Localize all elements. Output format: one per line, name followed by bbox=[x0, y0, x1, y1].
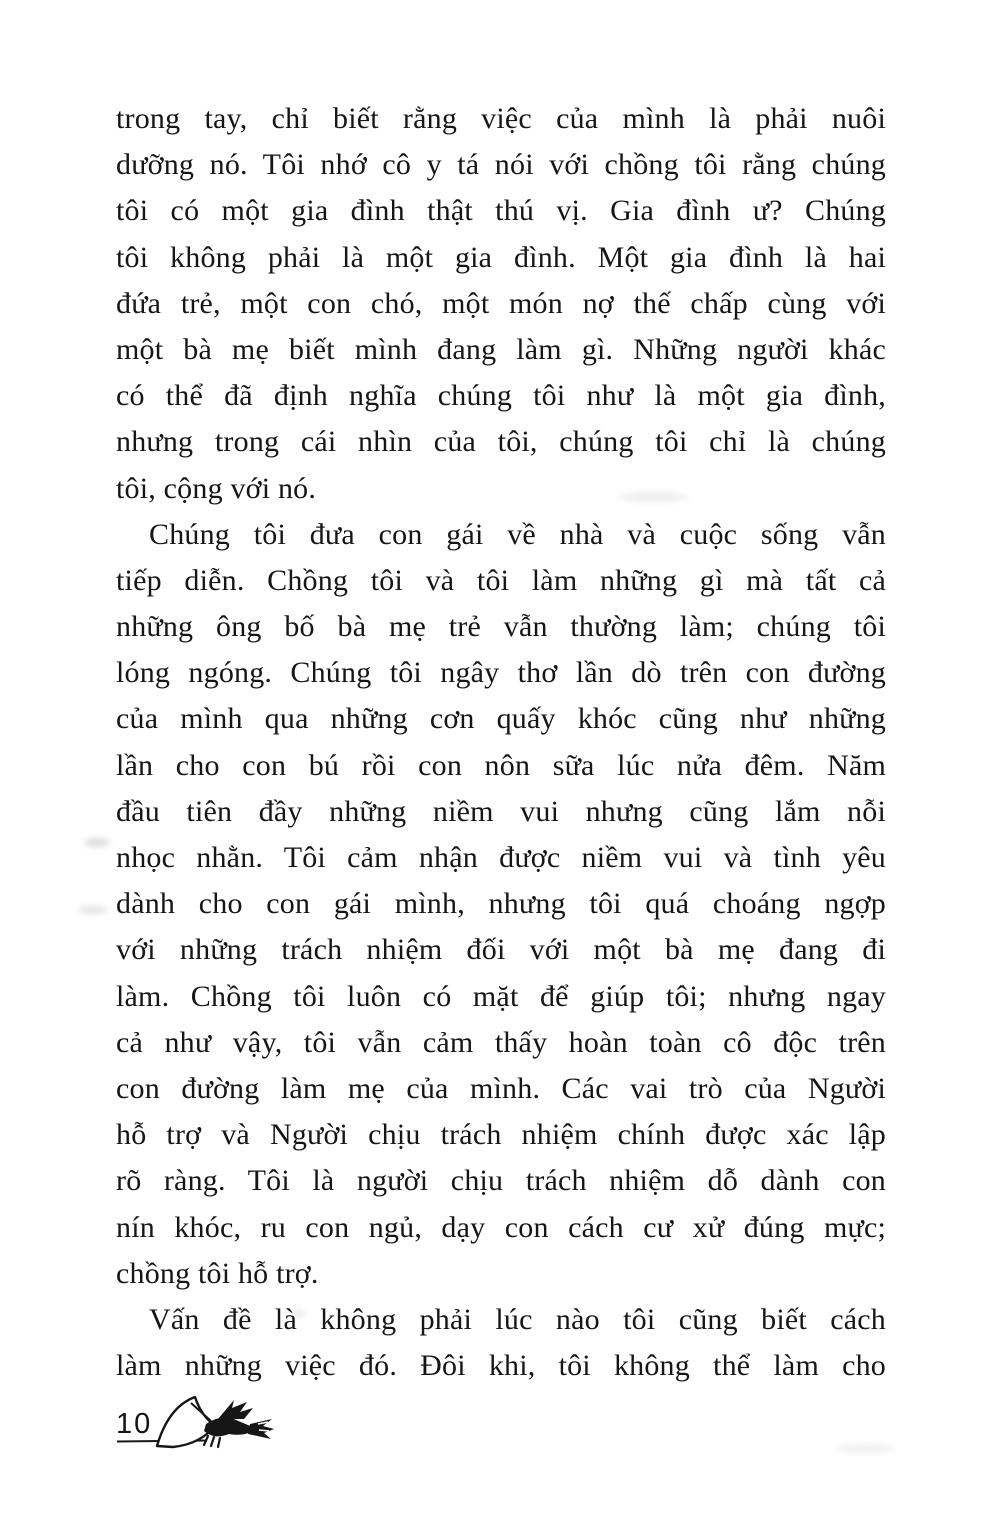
text-line: có thể đã định nghĩa chúng tôi như là một gia đình, bbox=[116, 379, 886, 413]
text-line: lóng ngóng. Chúng tôi ngây thơ lần dò trên con đường bbox=[116, 656, 886, 690]
text-line: làm. Chồng tôi luôn có mặt để giúp tôi; nhưng ngay bbox=[116, 979, 886, 1013]
text-line: Vấn đề là không phải lúc nào tôi cũng biết cách bbox=[149, 1302, 886, 1336]
text-line: đầu tiên đầy những niềm vui nhưng cũng lắm nỗi bbox=[116, 794, 886, 828]
paragraph bbox=[116, 1297, 886, 1389]
text-line: tôi, cộng với nó. bbox=[116, 471, 317, 505]
paragraph bbox=[116, 96, 886, 512]
text-line: con đường làm mẹ của mình. Các vai trò của Người bbox=[116, 1071, 886, 1105]
scan-smudge bbox=[836, 1444, 896, 1453]
text-line: dưỡng nó. Tôi nhớ cô y tá nói với chồng tôi rằng chúng bbox=[116, 148, 886, 182]
page-footer bbox=[116, 1396, 356, 1460]
text-line: nhưng trong cái nhìn của tôi, chúng tôi chỉ là chúng bbox=[116, 425, 886, 459]
flying-bird-ornament-icon bbox=[154, 1394, 280, 1454]
text-line: nín khóc, ru con ngủ, dạy con cách cư xử đúng mực; bbox=[116, 1210, 886, 1244]
text-line: hỗ trợ và Người chịu trách nhiệm chính được xác lập bbox=[116, 1118, 886, 1152]
text-line: lần cho con bú rồi con nôn sữa lúc nửa đêm. Năm bbox=[116, 748, 886, 782]
text-line: dành cho con gái mình, nhưng tôi quá choáng ngợp bbox=[116, 887, 886, 921]
text-line: tôi có một gia đình thật thú vị. Gia đình ư? Chúng bbox=[116, 194, 886, 228]
text-line: với những trách nhiệm đối với một bà mẹ đang đi bbox=[116, 933, 886, 967]
scan-smudge bbox=[78, 906, 108, 914]
text-line: chồng tôi hỗ trợ. bbox=[116, 1256, 319, 1290]
text-line: tôi không phải là một gia đình. Một gia đình là hai bbox=[116, 240, 886, 274]
text-line: một bà mẹ biết mình đang làm gì. Những người khác bbox=[116, 332, 886, 366]
scan-smudge bbox=[84, 838, 110, 847]
body-text bbox=[116, 96, 886, 1389]
text-line: cả như vậy, tôi vẫn cảm thấy hoàn toàn cô độc trên bbox=[116, 1025, 886, 1059]
text-line: trong tay, chỉ biết rằng việc của mình là phải nuôi bbox=[116, 102, 886, 135]
text-line: Chúng tôi đưa con gái về nhà và cuộc sống vẫn bbox=[149, 517, 886, 551]
text-line: làm những việc đó. Đôi khi, tôi không thể làm cho bbox=[116, 1349, 886, 1383]
text-line: nhọc nhằn. Tôi cảm nhận được niềm vui và tình yêu bbox=[116, 841, 886, 874]
page-number: 10 bbox=[116, 1408, 153, 1440]
text-line: đứa trẻ, một con chó, một món nợ thế chấp cùng với bbox=[116, 286, 886, 320]
text-line: rõ ràng. Tôi là người chịu trách nhiệm dỗ dành con bbox=[116, 1164, 886, 1198]
paragraph bbox=[116, 512, 886, 1297]
text-line: tiếp diễn. Chồng tôi và tôi làm những gì mà tất cả bbox=[116, 563, 886, 597]
text-line: những ông bố bà mẹ trẻ vẫn thường làm; chúng tôi bbox=[116, 610, 886, 644]
text-line: của mình qua những cơn quấy khóc cũng như những bbox=[116, 702, 886, 736]
